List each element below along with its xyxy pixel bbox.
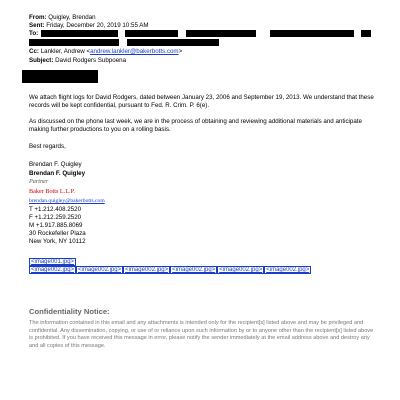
image-attachment-link[interactable]: <image001.jpg>: [31, 259, 75, 265]
signature-address-1: 30 Rockefeller Plaza: [29, 230, 86, 237]
cc-line: [29, 48, 182, 56]
image-attachment-link[interactable]: <image002.jpg>: [172, 267, 216, 273]
cc-label: Cc:: [29, 48, 39, 55]
redaction-block: [186, 30, 256, 37]
image-attachment-link[interactable]: <image002.jpg>: [266, 267, 310, 273]
signature-firm: Baker Botts L.L.P.: [29, 188, 75, 195]
from-line: [29, 14, 96, 22]
signature-phone-t: T +1.212.408.2520: [29, 206, 82, 213]
image-attachment-link[interactable]: <image002.jpg>: [125, 267, 169, 273]
image-attachment-link[interactable]: <image002.jpg>: [219, 267, 263, 273]
sent-value: Friday, December 20, 2019 10:55 AM: [46, 22, 149, 29]
signature-phone-f: F +1.212.259.2520: [29, 214, 82, 221]
cc-name: Lankler, Andrew <: [40, 48, 91, 55]
redaction-block: [22, 70, 98, 83]
image-row-2: [29, 266, 311, 274]
redaction-block: [41, 30, 118, 37]
subject-line: [29, 57, 126, 65]
cc-close: >: [178, 48, 183, 55]
confidentiality-text: The information contained in this email and any attachments is intended only for the recipient[s] listed above and may be privileged and confidential. Any dissemination, copying, or use of or reliance upon such information by or to anyone other than the recipient[s] listed above is prohibited. If you have received this message in error, please notify the sender immediately at the email address above and destroy any and all copies of this message.: [29, 320, 374, 349]
body-paragraph-1: We attach flight logs for David Rodgers, dated between January 23, 2006 and September 19, 2013. We understand that these records will be kept confidential, pursuant to Fed. R. Crim. P. 6(e).: [29, 94, 374, 109]
from-value: Quigley, Brendan: [48, 14, 96, 21]
image-attachment-link[interactable]: <image002.jpg>: [78, 267, 122, 273]
redaction-block: [125, 30, 178, 37]
image-row-1: [29, 258, 76, 266]
redaction-block: [270, 30, 354, 37]
image-attachment-link[interactable]: <image002.jpg>: [31, 267, 75, 273]
signer-name-plain: Brendan F. Quigley: [29, 161, 82, 168]
subject-value: David Rodgers Subpoena: [55, 57, 127, 64]
body-paragraph-2: As discussed on the phone last week, we are in the process of obtaining and reviewing additional materials and anticipate making further productions to you on a rolling basis.: [29, 118, 362, 133]
to-line: [29, 30, 38, 38]
redaction-block: [361, 30, 371, 37]
signature-name: Brendan F. Quigley: [29, 170, 86, 177]
to-label: To:: [29, 30, 39, 37]
signature-email-link[interactable]: brendan.quigley@bakerbotts.com: [29, 198, 105, 204]
cc-email-link[interactable]: andrew.lankler@bakerbotts.com: [90, 48, 179, 55]
redaction-block: [127, 39, 219, 46]
closing-text: Best regards,: [29, 143, 66, 150]
signature-address-2: New York, NY 10112: [29, 238, 86, 245]
from-label: From:: [29, 14, 47, 21]
confidentiality-title: Confidentiality Notice:: [29, 307, 110, 316]
sent-line: [29, 22, 149, 30]
sent-label: Sent:: [29, 22, 45, 29]
signature-title: Partner: [29, 178, 49, 185]
signature-phone-m: M +1.917.885.8069: [29, 222, 83, 229]
subject-label: Subject:: [29, 57, 54, 64]
redaction-block: [29, 39, 119, 46]
